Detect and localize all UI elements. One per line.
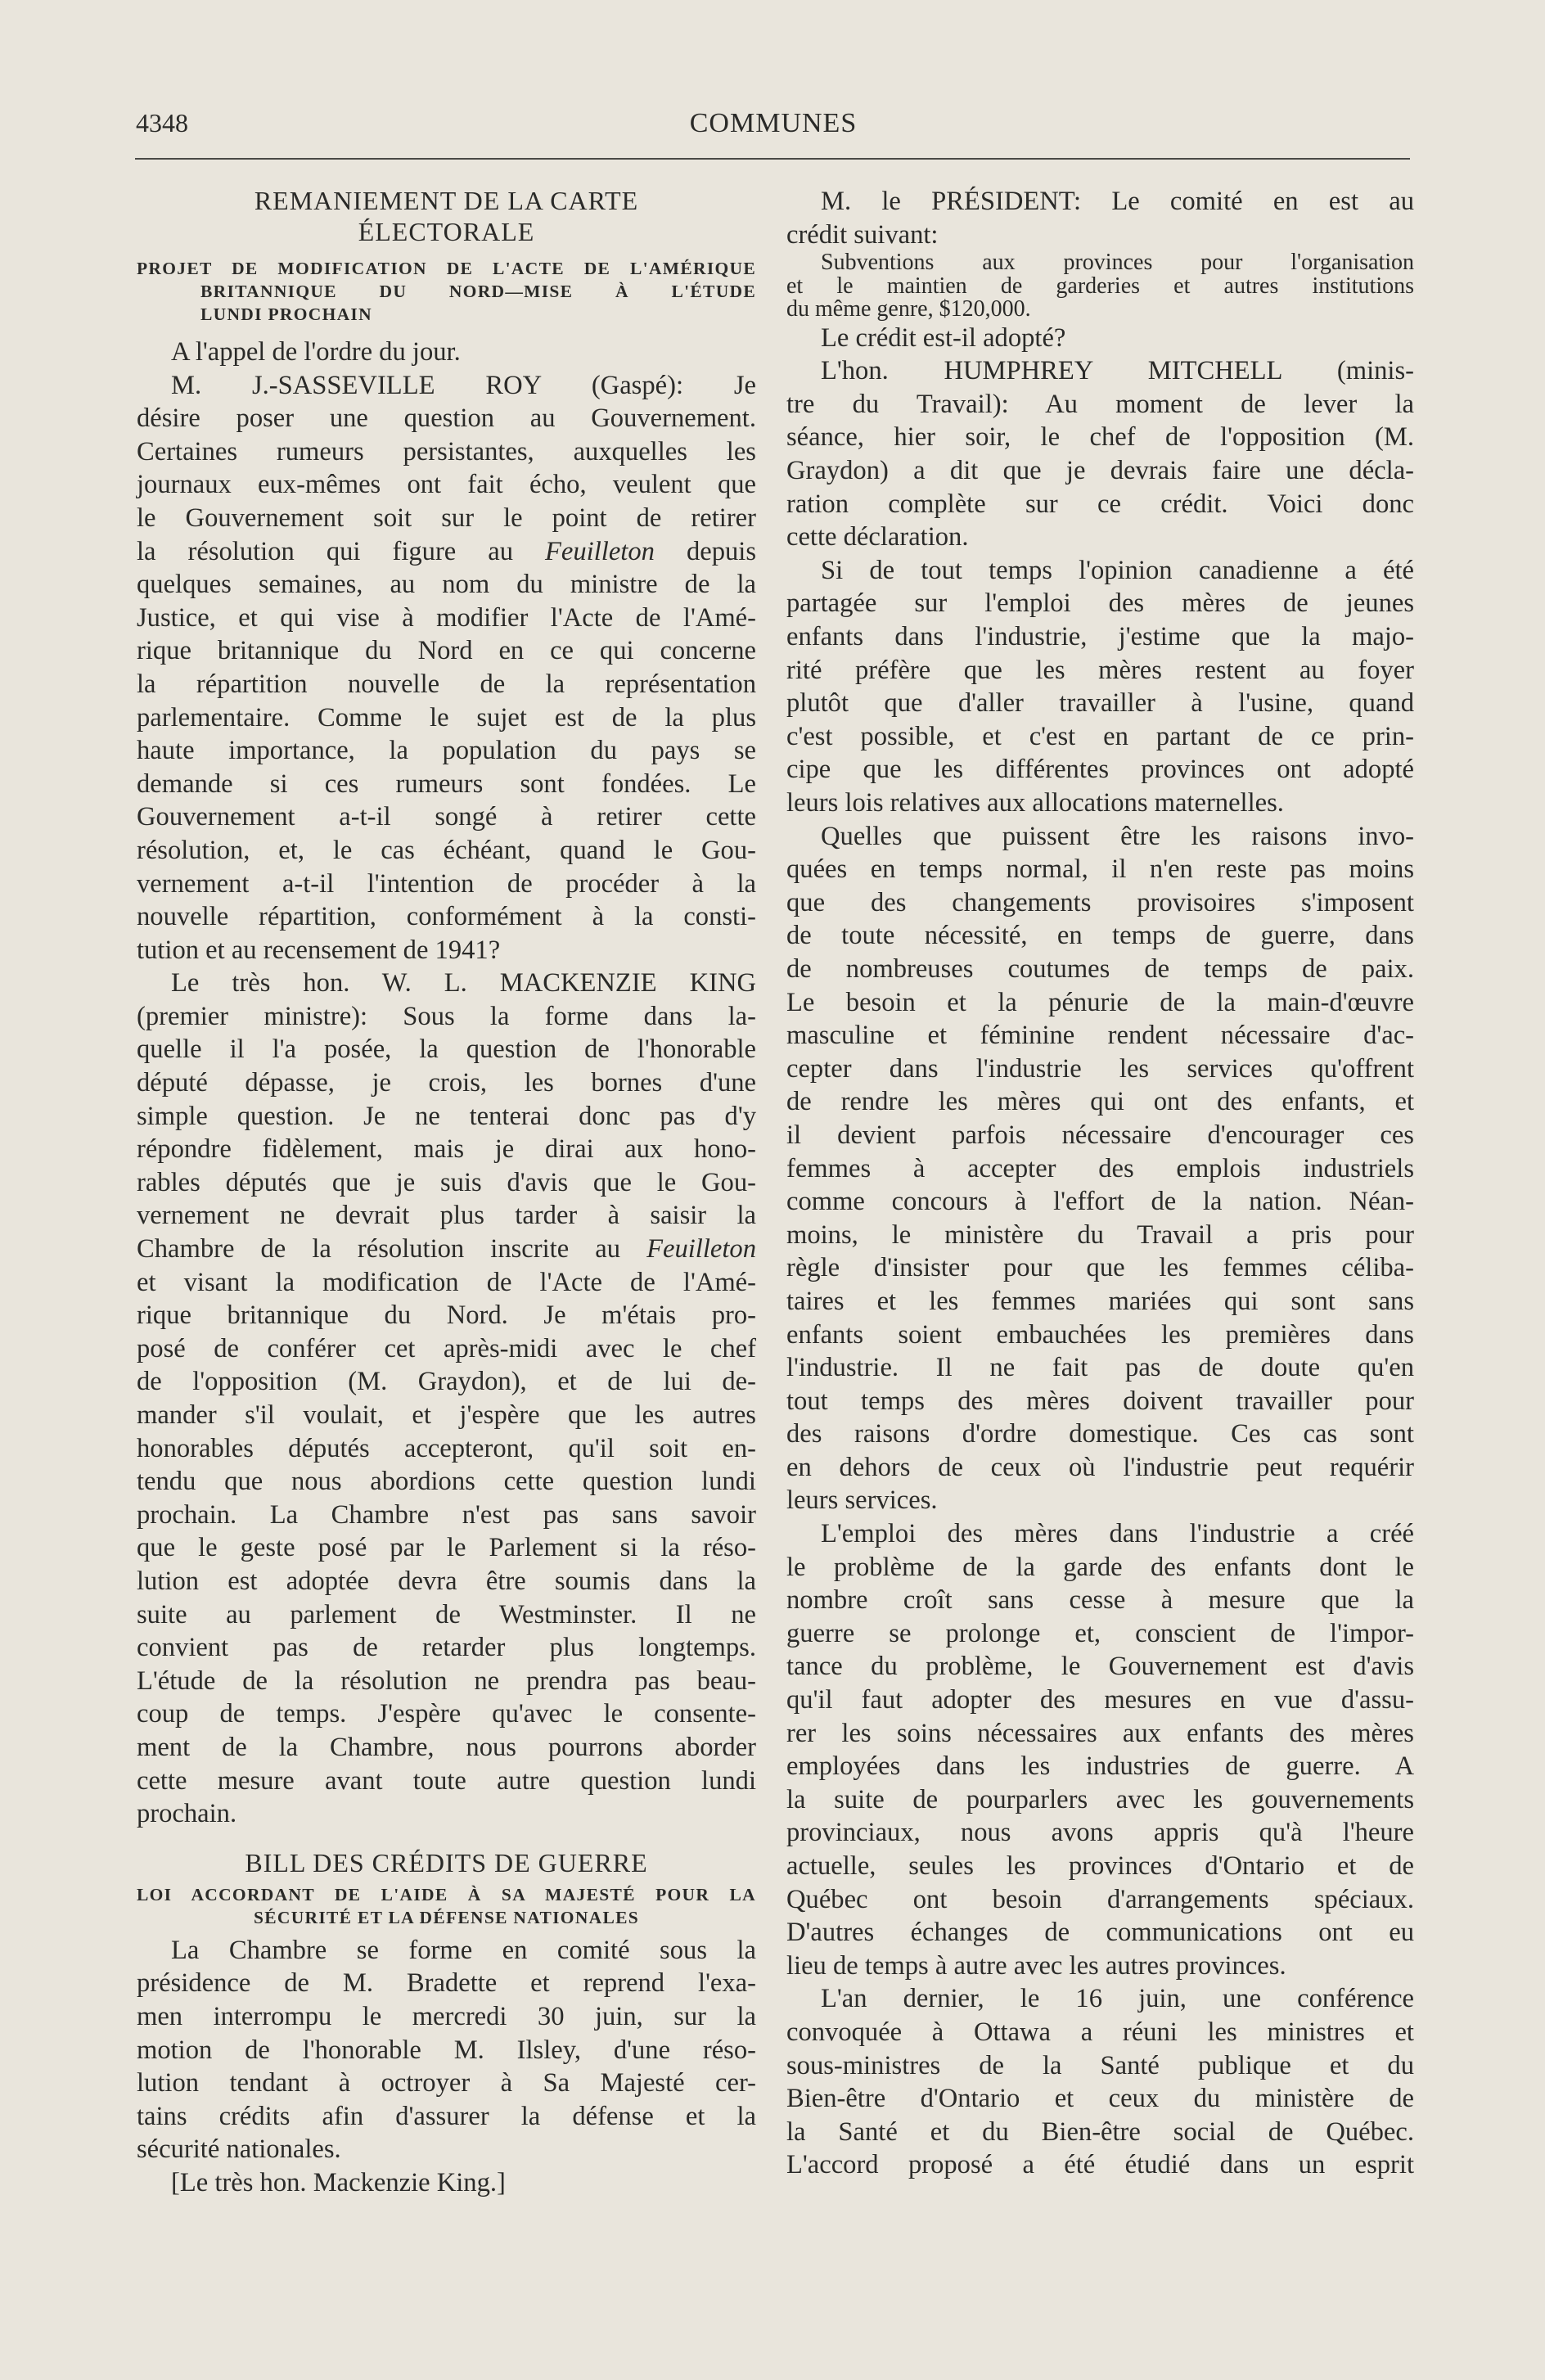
text-line: provinciaux, nous avons appris qu'à l'heure xyxy=(786,1818,1414,1848)
text-line: ration complète sur ce crédit. Voici donc xyxy=(786,489,1414,519)
text-line: en dehors de ceux où l'industrie peut requérir xyxy=(786,1452,1414,1482)
text-line: cette déclaration. xyxy=(786,522,969,552)
text-line: motion de l'honorable M. Ilsley, d'une réso- xyxy=(137,2035,756,2065)
text-line: tendu que nous abordions cette question lundi xyxy=(137,1467,756,1497)
text-line: coup de temps. J'espère qu'avec le consente- xyxy=(137,1699,756,1729)
section-heading-line: ÉLECTORALE xyxy=(358,217,535,246)
text-line: le Gouvernement soit sur le point de retirer xyxy=(137,503,756,533)
page-header xyxy=(131,108,1416,141)
text-line: actuelle, seules les provinces d'Ontario et de xyxy=(786,1851,1414,1881)
text-line: lution tendant à octroyer à Sa Majesté cer- xyxy=(137,2068,756,2098)
section-subheading xyxy=(137,1883,756,1929)
text-line: plutôt que d'aller travailler à l'usine, quand xyxy=(786,688,1414,719)
text-line: L'an dernier, le 16 juin, une conférence xyxy=(821,1984,1414,2014)
paragraph-president xyxy=(786,185,1414,251)
paragraph-mitchell xyxy=(786,354,1414,554)
text-line: rer les soins nécessaires aux enfants des mères xyxy=(786,1718,1414,1748)
text-line xyxy=(137,535,756,569)
text-line: honorables députés accepteront, qu'il soit en- xyxy=(137,1433,756,1463)
section-subheading xyxy=(137,257,756,326)
text-line: enfants dans l'industrie, j'estime que la majo- xyxy=(786,622,1414,652)
text-line: nouvelle répartition, conformément à la consti- xyxy=(137,902,756,932)
section-heading-line: REMANIEMENT DE LA CARTE xyxy=(254,186,639,215)
text-line: L'étude de la résolution ne prendra pas beau- xyxy=(137,1666,756,1696)
text-line: enfants soient embauchées les premières dans xyxy=(786,1319,1414,1350)
text-line: leurs services. xyxy=(786,1485,938,1516)
text-line: cepter dans l'industrie les services qu'offrent xyxy=(786,1053,1414,1084)
text-line: L'hon. HUMPHREY MITCHELL (minis- xyxy=(821,356,1414,386)
text-line: prochain. xyxy=(137,1799,237,1829)
text-line: Bien-être d'Ontario et ceux du ministère de xyxy=(786,2084,1414,2114)
text-line: quelques semaines, au nom du ministre de la xyxy=(137,570,756,600)
text-line: Le très hon. W. L. MACKENZIE KING xyxy=(171,968,756,998)
text-line: leurs lois relatives aux allocations maternelles. xyxy=(786,788,1284,818)
text-line: Québec ont besoin d'arrangements spéciaux. xyxy=(786,1884,1414,1914)
paragraph-1 xyxy=(786,554,1414,820)
text-line: M. le PRÉSIDENT: Le comité en est au xyxy=(821,187,1414,216)
text-line: présidence de M. Bradette et reprend l'exa- xyxy=(137,1968,756,1999)
text-line: moins, le ministère du Travail a pris pour xyxy=(786,1219,1414,1250)
text-line: M. J.-SASSEVILLE ROY (Gaspé): Je xyxy=(171,370,756,400)
text-line: du même genre, $120,000. xyxy=(786,296,1031,322)
text-line: quées en temps normal, il n'en reste pas moins xyxy=(786,854,1414,885)
text-line: Certaines rumeurs persistantes, auxquelles les xyxy=(137,436,756,467)
text-segment: depuis xyxy=(654,536,757,566)
text-line: mander s'il voulait, et j'espère que les autres xyxy=(137,1400,756,1430)
text-line: et visant la modification de l'Acte de l'Amé- xyxy=(137,1267,756,1297)
text-line: Quelles que puissent être les raisons invo- xyxy=(821,821,1414,851)
text-line: des raisons d'ordre domestique. Ces cas sont xyxy=(786,1419,1414,1449)
text-line: sécurité nationales. xyxy=(137,2134,341,2165)
text-line: sous-ministres de la Santé publique et du xyxy=(786,2050,1414,2080)
left-column xyxy=(137,185,756,2199)
italic-word: Feuilleton xyxy=(545,536,655,566)
paragraph-king xyxy=(137,967,756,1830)
text-segment: la résolution qui figure au xyxy=(137,536,546,566)
right-column xyxy=(786,185,1414,2182)
page-number: 4348 xyxy=(136,108,188,137)
text-line: la répartition nouvelle de la représentation xyxy=(137,669,756,699)
text-line: vernement a-t-il l'intention de procéder à la xyxy=(137,868,756,899)
text-line xyxy=(137,1233,756,1266)
text-line: Justice, et qui vise à modifier l'Acte de l'Amé- xyxy=(137,602,756,633)
question xyxy=(786,322,1414,355)
text-line: que le geste posé par le Parlement si la réso- xyxy=(137,1533,756,1563)
order-of-day xyxy=(137,336,756,369)
text-line: lieu de temps à autre avec les autres provinces. xyxy=(786,1950,1286,1981)
text-line: la Santé et du Bien-être social de Québec. xyxy=(786,2116,1414,2147)
text-line: il devient parfois nécessaire d'encourager ces xyxy=(786,1120,1414,1150)
text-line: de toute nécessité, en temps de guerre, dans xyxy=(786,921,1414,951)
text-line: journaux eux-mêmes ont fait écho, veulent que xyxy=(137,470,756,500)
credit-item xyxy=(786,251,1414,322)
subheading-line: LOI ACCORDANT DE L'AIDE À SA MAJESTÉ POUR LA xyxy=(137,1884,756,1904)
text-line: tution et au recensement de 1941? xyxy=(137,935,501,965)
text-line: c'est possible, et c'est en partant de ce prin- xyxy=(786,721,1414,751)
text-line: crédit suivant: xyxy=(786,219,939,250)
paragraph-roy xyxy=(137,369,756,967)
text-line: règle d'insister pour que les femmes céliba- xyxy=(786,1253,1414,1283)
text-line: guerre se prolonge et, conscient de l'impor- xyxy=(786,1618,1414,1648)
text-line: la suite de pourparlers avec les gouvernements xyxy=(786,1784,1414,1814)
text-line: député dépasse, je crois, les bornes d'une xyxy=(137,1068,756,1098)
text-line: que des changements provisoires s'imposent xyxy=(786,887,1414,917)
text-line: masculine et féminine rendent nécessaire d'ac- xyxy=(786,1021,1414,1051)
text-line: L'emploi des mères dans l'industrie a créé xyxy=(821,1519,1414,1549)
text-segment: Chambre de la résolution inscrite au xyxy=(137,1234,647,1264)
text-line: le problème de la garde des enfants dont le xyxy=(786,1552,1414,1582)
text-line: de l'opposition (M. Graydon), et de lui de- xyxy=(137,1367,756,1397)
text-line: de nombreuses coutumes de temps de paix. xyxy=(786,953,1414,984)
text-line: employées dans les industries de guerre. A xyxy=(786,1751,1414,1782)
paragraph-2 xyxy=(786,820,1414,1517)
text-line: quelle il l'a posée, la question de l'honorable xyxy=(137,1034,756,1065)
section-heading-line: BILL DES CRÉDITS DE GUERRE xyxy=(245,1847,648,1877)
text-line: posé de conférer cet après-midi avec le chef xyxy=(137,1333,756,1364)
text-line: vernement ne devrait plus tarder à saisir la xyxy=(137,1201,756,1231)
subheading-line: PROJET DE MODIFICATION DE L'ACTE DE L'AMÉRIQUE xyxy=(137,259,756,278)
running-title: COMMUNES xyxy=(689,108,858,138)
text-line: L'accord proposé a été étudié dans un esprit xyxy=(786,2150,1414,2180)
text-line: tout temps des mères doivent travailler pour xyxy=(786,1386,1414,1416)
text-line: parlementaire. Comme le sujet est de la plus xyxy=(137,702,756,732)
text-line: tains crédits afin d'assurer la défense et la xyxy=(137,2101,756,2131)
header-rule xyxy=(135,158,1410,160)
speaker-bracket xyxy=(137,2166,756,2200)
paragraph-3 xyxy=(786,1517,1414,1982)
text-line: simple question. Je ne tenterai donc pas d'y xyxy=(137,1101,756,1131)
text-line: men interrompu le mercredi 30 juin, sur la xyxy=(137,2001,756,2031)
paragraph-committee xyxy=(137,1934,756,2166)
text-line: qu'il faut adopter des mesures en vue d'assu- xyxy=(786,1685,1414,1715)
text-line: résolution, et, le cas échéant, quand le Gou- xyxy=(137,835,756,865)
subheading-line: BRITANNIQUE DU NORD—MISE À L'ÉTUDE xyxy=(200,282,756,301)
text-line: A l'appel de l'ordre du jour. xyxy=(171,337,461,367)
text-line: demande si ces rumeurs sont fondées. Le xyxy=(137,769,756,799)
text-line: tre du Travail): Au moment de lever la xyxy=(786,389,1414,419)
text-line: rité préfère que les mères restent au foyer xyxy=(786,655,1414,685)
text-line: prochain. La Chambre n'est pas sans savoir xyxy=(137,1499,756,1530)
text-line: ment de la Chambre, nous pourrons aborder xyxy=(137,1732,756,1762)
text-line: l'industrie. Il ne fait pas de doute qu'en xyxy=(786,1353,1414,1383)
text-line: La Chambre se forme en comité sous la xyxy=(171,1935,756,1965)
text-line: nombre croît sans cesse à mesure que la xyxy=(786,1585,1414,1616)
text-line: rique britannique du Nord. Je m'étais pro- xyxy=(137,1300,756,1331)
text-line: suite au parlement de Westminster. Il ne xyxy=(137,1599,756,1629)
text-line: séance, hier soir, le chef de l'opposition (M. xyxy=(786,422,1414,453)
text-line: (premier ministre): Sous la forme dans la- xyxy=(137,1001,756,1031)
text-line: Le besoin et la pénurie de la main-d'œuvre xyxy=(786,987,1414,1017)
text-line: rique britannique du Nord en ce qui concerne xyxy=(137,636,756,666)
text-line: [Le très hon. Mackenzie King.] xyxy=(171,2167,506,2197)
text-line: Le crédit est-il adopté? xyxy=(821,322,1066,353)
text-line: comme concours à l'effort de la nation. Néan- xyxy=(786,1187,1414,1217)
subheading-line: SÉCURITÉ ET LA DÉFENSE NATIONALES xyxy=(253,1907,640,1927)
text-line: cette mesure avant toute autre question lundi xyxy=(137,1765,756,1796)
text-line: haute importance, la population du pays se xyxy=(137,736,756,766)
text-line: femmes à accepter des emplois industriels xyxy=(786,1153,1414,1183)
text-line: désire poser une question au Gouvernement. xyxy=(137,403,756,434)
text-line: répondre fidèlement, mais je dirai aux hono- xyxy=(137,1134,756,1165)
text-line: et le maintien de garderies et autres institutions xyxy=(786,273,1414,299)
subheading-line: LUNDI PROCHAIN xyxy=(200,304,372,324)
text-line: Si de tout temps l'opinion canadienne a été xyxy=(821,555,1414,585)
text-line: convient pas de retarder plus longtemps. xyxy=(137,1633,756,1663)
text-line: Gouvernement a-t-il songé à retirer cette xyxy=(137,802,756,832)
text-line: tance du problème, le Gouvernement est d'avis xyxy=(786,1652,1414,1682)
text-line: Graydon) a dit que je devrais faire une décla- xyxy=(786,456,1414,486)
text-line: convoquée à Ottawa a réuni les ministres et xyxy=(786,2017,1414,2047)
text-line: D'autres échanges de communications ont eu xyxy=(786,1918,1414,1948)
text-line: cipe que les différentes provinces ont adopté xyxy=(786,755,1414,785)
text-line: rables députés que je suis d'avis que le Gou- xyxy=(137,1167,756,1197)
italic-word: Feuilleton xyxy=(646,1234,756,1264)
text-line: lution est adoptée devra être soumis dans la xyxy=(137,1566,756,1596)
text-line: partagée sur l'emploi des mères de jeunes xyxy=(786,588,1414,619)
text-line: taires et les femmes mariées qui sont sans xyxy=(786,1286,1414,1316)
text-line: de rendre les mères qui ont des enfants, et xyxy=(786,1087,1414,1117)
paragraph-4 xyxy=(786,1982,1414,2182)
text-line: Subventions aux provinces pour l'organisation xyxy=(821,250,1414,276)
